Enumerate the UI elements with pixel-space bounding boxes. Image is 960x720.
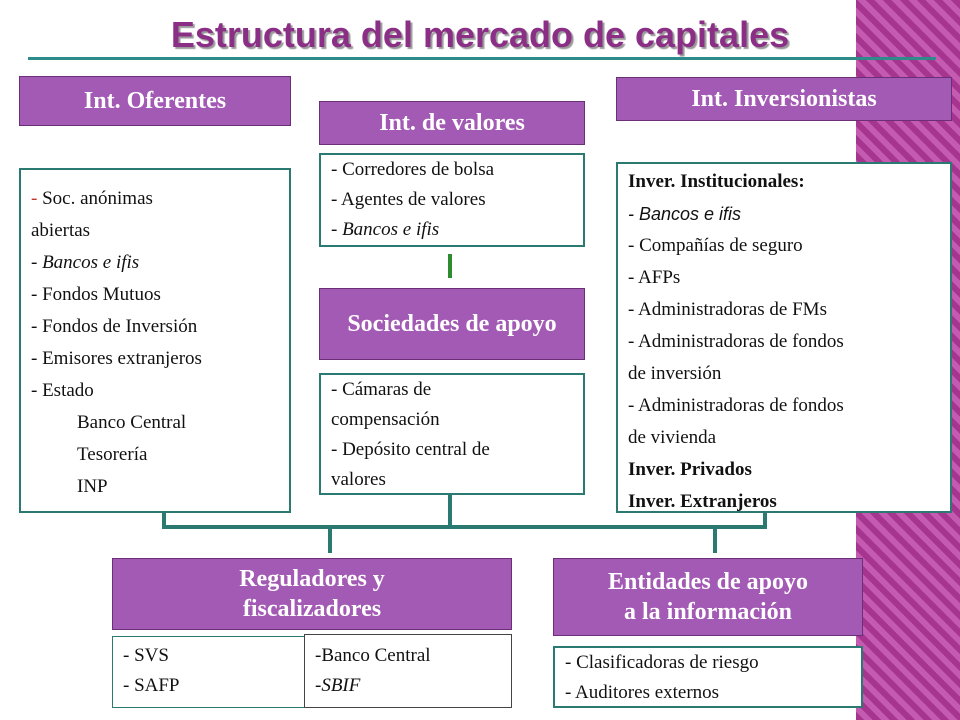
list-item: - Cámaras de xyxy=(331,379,432,400)
list-item: - Depósito central de xyxy=(331,439,490,460)
list-item: - Agentes de valores xyxy=(331,189,486,210)
list-item: - Administradoras de FMs xyxy=(628,299,827,320)
list-item: - Bancos e ifis xyxy=(628,204,742,224)
connector-valores-sociedades xyxy=(448,254,452,278)
list-item: - SAFP xyxy=(123,675,180,696)
list-item: - Soc. anónimas xyxy=(31,188,153,209)
list-item: Inver. Institucionales: xyxy=(628,171,805,192)
list-item: - Bancos e ifis xyxy=(31,252,140,273)
connector-sociedades xyxy=(448,495,452,527)
list-item: Inver. Extranjeros xyxy=(628,491,777,512)
connector-horizontal xyxy=(162,525,767,529)
header-oferentes: Int. Oferentes xyxy=(19,76,291,126)
list-item: - Emisores extranjeros xyxy=(31,348,202,369)
header-reguladores-line1: Reguladores y xyxy=(239,566,385,592)
list-item: valores xyxy=(331,469,386,490)
header-valores: Int. de valores xyxy=(319,101,585,145)
list-item: -Banco Central xyxy=(315,645,431,666)
entidades-box xyxy=(553,646,863,708)
list-item: - Fondos Mutuos xyxy=(31,284,161,305)
connector-reguladores xyxy=(328,527,332,553)
list-item: - Auditores externos xyxy=(565,682,720,703)
reguladores-box-right xyxy=(304,634,512,708)
list-item: INP xyxy=(77,476,108,497)
reguladores-box-left xyxy=(112,636,312,708)
list-item: abiertas xyxy=(31,220,91,241)
list-item: - Administradoras de fondos xyxy=(628,331,844,352)
valores-box xyxy=(319,153,585,247)
header-reguladores-line2: fiscalizadores xyxy=(242,596,382,622)
list-item: Inver. Privados xyxy=(628,459,752,480)
header-entidades-line2: a la información xyxy=(624,599,792,625)
list-item: - Clasificadoras de riesgo xyxy=(565,652,759,673)
list-item: - Estado xyxy=(31,380,94,401)
list-item: compensación xyxy=(331,409,440,430)
header-entidades xyxy=(553,558,863,636)
list-item: de vivienda xyxy=(628,427,717,448)
list-item: Tesorería xyxy=(77,444,148,465)
header-sociedades: Sociedades de apoyo xyxy=(319,288,585,360)
list-item: - Administradoras de fondos xyxy=(628,395,844,416)
title-underline xyxy=(28,57,936,60)
sociedades-box xyxy=(319,373,585,495)
oferentes-box xyxy=(19,168,291,513)
inversionistas-box xyxy=(616,162,952,513)
list-item: de inversión xyxy=(628,363,722,384)
list-item: - SVS xyxy=(123,645,169,666)
page-title: Estructura del mercado de capitales xyxy=(170,14,790,55)
list-item: Banco Central xyxy=(77,412,187,433)
list-item: -SBIF xyxy=(315,675,361,696)
header-inversionistas: Int. Inversionistas xyxy=(616,77,952,121)
list-item: - Fondos de Inversión xyxy=(31,316,198,337)
list-item: - Compañías de seguro xyxy=(628,235,803,256)
list-item: - Bancos e ifis xyxy=(331,219,440,240)
header-entidades-line1: Entidades de apoyo xyxy=(607,569,809,595)
connector-entidades xyxy=(713,527,717,553)
list-item: - AFPs xyxy=(628,267,681,288)
list-item: - Corredores de bolsa xyxy=(331,159,495,180)
header-reguladores xyxy=(112,558,512,630)
